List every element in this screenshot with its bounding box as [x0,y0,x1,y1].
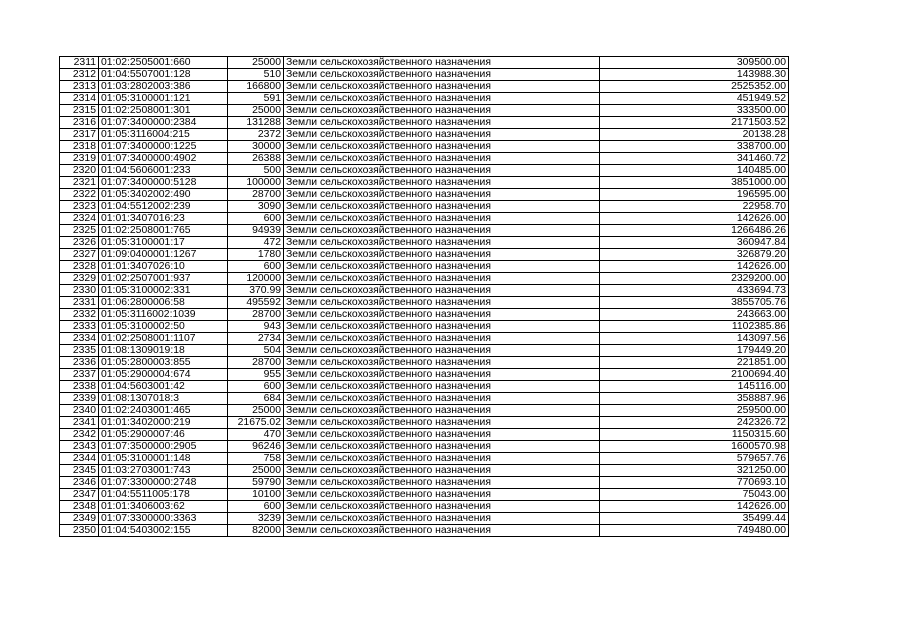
cadastral-value-cell: 259500.00 [600,405,789,417]
area-cell: 684 [228,393,284,405]
cadastral-number-cell: 01:08:1309019:18 [99,345,228,357]
row-number-cell: 2339 [60,393,99,405]
land-category-cell: Земли сельскохозяйственного назначения [284,453,600,465]
cadastral-value-cell: 2100694.40 [600,369,789,381]
cadastral-number-cell: 01:07:3400000:5128 [99,177,228,189]
area-cell: 25000 [228,465,284,477]
area-cell: 758 [228,453,284,465]
land-category-cell: Земли сельскохозяйственного назначения [284,489,600,501]
cadastral-number-cell: 01:02:2507001:937 [99,273,228,285]
row-number-cell: 2338 [60,381,99,393]
table-row [60,345,789,357]
area-cell: 166800 [228,81,284,93]
table-row [60,513,789,525]
cadastral-number-cell: 01:05:3100001:148 [99,453,228,465]
cadastral-value-cell: 145116.00 [600,381,789,393]
area-cell: 504 [228,345,284,357]
area-cell: 21675.02 [228,417,284,429]
table-row [60,201,789,213]
table-row [60,393,789,405]
cadastral-number-cell: 01:05:3116002:1039 [99,309,228,321]
cadastral-value-cell: 3855705.76 [600,297,789,309]
area-cell: 591 [228,93,284,105]
table-row [60,429,789,441]
table-row [60,321,789,333]
cadastral-value-cell: 20138.28 [600,129,789,141]
row-number-cell: 2335 [60,345,99,357]
cadastral-value-cell: 140485.00 [600,165,789,177]
table-row [60,93,789,105]
area-cell: 25000 [228,57,284,69]
row-number-cell: 2334 [60,333,99,345]
cadastral-value-cell: 35499.44 [600,513,789,525]
table-row [60,285,789,297]
table-row [60,177,789,189]
table-row [60,477,789,489]
row-number-cell: 2344 [60,453,99,465]
table-row [60,237,789,249]
cadastral-number-cell: 01:07:3400000:4902 [99,153,228,165]
row-number-cell: 2347 [60,489,99,501]
land-category-cell: Земли сельскохозяйственного назначения [284,93,600,105]
area-cell: 100000 [228,177,284,189]
table-row [60,105,789,117]
cadastral-value-cell: 142626.00 [600,501,789,513]
cadastral-number-cell: 01:07:3400000:1225 [99,141,228,153]
cadastral-value-cell: 360947.84 [600,237,789,249]
cadastral-number-cell: 01:05:2900004:674 [99,369,228,381]
table-row [60,57,789,69]
area-cell: 10100 [228,489,284,501]
row-number-cell: 2316 [60,117,99,129]
area-cell: 600 [228,213,284,225]
row-number-cell: 2319 [60,153,99,165]
cadastral-number-cell: 01:09:0400001:1267 [99,249,228,261]
land-category-cell: Земли сельскохозяйственного назначения [284,201,600,213]
area-cell: 26388 [228,153,284,165]
row-number-cell: 2337 [60,369,99,381]
cadastral-value-cell: 309500.00 [600,57,789,69]
cadastral-number-cell: 01:06:2800006:58 [99,297,228,309]
cadastral-number-cell: 01:05:3402002:490 [99,189,228,201]
row-number-cell: 2329 [60,273,99,285]
row-number-cell: 2333 [60,321,99,333]
row-number-cell: 2327 [60,249,99,261]
row-number-cell: 2349 [60,513,99,525]
row-number-cell: 2311 [60,57,99,69]
row-number-cell: 2312 [60,69,99,81]
table-row [60,117,789,129]
cadastral-value-cell: 75043.00 [600,489,789,501]
table-row [60,441,789,453]
row-number-cell: 2317 [60,129,99,141]
table-row [60,489,789,501]
cadastral-number-cell: 01:03:2703001:743 [99,465,228,477]
land-category-cell: Земли сельскохозяйственного назначения [284,189,600,201]
land-category-cell: Земли сельскохозяйственного назначения [284,381,600,393]
cadastral-value-cell: 1600570.98 [600,441,789,453]
table-row [60,225,789,237]
table-row [60,501,789,513]
table-row [60,141,789,153]
table-row [60,417,789,429]
cadastral-number-cell: 01:02:2403001:465 [99,405,228,417]
cadastral-number-cell: 01:04:5507001:128 [99,69,228,81]
land-category-cell: Земли сельскохозяйственного назначения [284,369,600,381]
row-number-cell: 2328 [60,261,99,273]
area-cell: 25000 [228,405,284,417]
row-number-cell: 2318 [60,141,99,153]
land-category-cell: Земли сельскохозяйственного назначения [284,345,600,357]
cadastral-number-cell: 01:04:5512002:239 [99,201,228,213]
cadastral-value-cell: 242326.72 [600,417,789,429]
cadastral-number-cell: 01:05:3100002:50 [99,321,228,333]
cadastral-value-cell: 143988.30 [600,69,789,81]
cadastral-value-cell: 143097.56 [600,333,789,345]
cadastral-value-cell: 221851.00 [600,357,789,369]
cadastral-number-cell: 01:05:2900007:46 [99,429,228,441]
row-number-cell: 2322 [60,189,99,201]
cadastral-number-cell: 01:04:5603001:42 [99,381,228,393]
row-number-cell: 2341 [60,417,99,429]
table-row [60,297,789,309]
cadastral-number-cell: 01:07:3500000:2905 [99,441,228,453]
cadastral-value-cell: 321250.00 [600,465,789,477]
land-category-cell: Земли сельскохозяйственного назначения [284,261,600,273]
row-number-cell: 2346 [60,477,99,489]
cadastral-value-cell: 338700.00 [600,141,789,153]
land-category-cell: Земли сельскохозяйственного назначения [284,177,600,189]
land-category-cell: Земли сельскохозяйственного назначения [284,165,600,177]
row-number-cell: 2336 [60,357,99,369]
cadastral-value-cell: 1102385.86 [600,321,789,333]
cadastral-value-cell: 451949.52 [600,93,789,105]
land-category-cell: Земли сельскохозяйственного назначения [284,249,600,261]
land-category-cell: Земли сельскохозяйственного назначения [284,225,600,237]
area-cell: 82000 [228,525,284,537]
cadastral-value-cell: 196595.00 [600,189,789,201]
cadastral-number-cell: 01:01:3402000:219 [99,417,228,429]
land-category-cell: Земли сельскохозяйственного назначения [284,309,600,321]
land-category-cell: Земли сельскохозяйственного назначения [284,153,600,165]
land-category-cell: Земли сельскохозяйственного назначения [284,321,600,333]
table-row [60,189,789,201]
table-row [60,213,789,225]
cadastral-number-cell: 01:05:2800003:855 [99,357,228,369]
land-category-cell: Земли сельскохозяйственного назначения [284,129,600,141]
cadastral-number-cell: 01:01:3407016:23 [99,213,228,225]
cadastral-value-cell: 579657.76 [600,453,789,465]
cadastral-number-cell: 01:01:3407026:10 [99,261,228,273]
area-cell: 28700 [228,309,284,321]
area-cell: 28700 [228,357,284,369]
cadastral-number-cell: 01:07:3300000:3363 [99,513,228,525]
row-number-cell: 2326 [60,237,99,249]
cadastral-number-cell: 01:02:2505001:660 [99,57,228,69]
cadastral-number-cell: 01:07:3400000:2384 [99,117,228,129]
table-row [60,153,789,165]
cadastral-value-cell: 1266486.26 [600,225,789,237]
cadastral-value-cell: 770693.10 [600,477,789,489]
area-cell: 59790 [228,477,284,489]
table-row [60,129,789,141]
row-number-cell: 2340 [60,405,99,417]
row-number-cell: 2345 [60,465,99,477]
row-number-cell: 2323 [60,201,99,213]
area-cell: 2372 [228,129,284,141]
cadastral-number-cell: 01:02:2508001:301 [99,105,228,117]
row-number-cell: 2331 [60,297,99,309]
land-category-cell: Земли сельскохозяйственного назначения [284,357,600,369]
row-number-cell: 2348 [60,501,99,513]
area-cell: 131288 [228,117,284,129]
area-cell: 1780 [228,249,284,261]
cadastral-value-cell: 358887.96 [600,393,789,405]
area-cell: 3239 [228,513,284,525]
area-cell: 510 [228,69,284,81]
area-cell: 600 [228,381,284,393]
land-category-cell: Земли сельскохозяйственного назначения [284,105,600,117]
land-category-cell: Земли сельскохозяйственного назначения [284,465,600,477]
cadastral-value-cell: 243663.00 [600,309,789,321]
cadastral-value-cell: 179449.20 [600,345,789,357]
table-row [60,69,789,81]
table-row [60,405,789,417]
row-number-cell: 2332 [60,309,99,321]
area-cell: 96246 [228,441,284,453]
cadastral-value-cell: 2171503.52 [600,117,789,129]
area-cell: 472 [228,237,284,249]
cadastral-number-cell: 01:05:3100001:17 [99,237,228,249]
land-category-cell: Земли сельскохозяйственного назначения [284,81,600,93]
cadastral-value-cell: 142626.00 [600,213,789,225]
row-number-cell: 2324 [60,213,99,225]
row-number-cell: 2314 [60,93,99,105]
area-cell: 94939 [228,225,284,237]
land-category-cell: Земли сельскохозяйственного назначения [284,141,600,153]
row-number-cell: 2325 [60,225,99,237]
land-category-cell: Земли сельскохозяйственного назначения [284,333,600,345]
cadastral-number-cell: 01:04:5511005:178 [99,489,228,501]
land-category-cell: Земли сельскохозяйственного назначения [284,501,600,513]
land-category-cell: Земли сельскохозяйственного назначения [284,477,600,489]
table-body [60,57,789,537]
row-number-cell: 2343 [60,441,99,453]
cadastral-value-cell: 1150315.60 [600,429,789,441]
land-category-cell: Земли сельскохозяйственного назначения [284,237,600,249]
cadastral-value-cell: 333500.00 [600,105,789,117]
area-cell: 600 [228,261,284,273]
land-category-cell: Земли сельскохозяйственного назначения [284,525,600,537]
cadastral-number-cell: 01:02:2508001:1107 [99,333,228,345]
row-number-cell: 2320 [60,165,99,177]
area-cell: 943 [228,321,284,333]
cadastral-value-cell: 142626.00 [600,261,789,273]
land-category-cell: Земли сельскохозяйственного назначения [284,429,600,441]
cadastral-number-cell: 01:01:3406003:62 [99,501,228,513]
cadastral-value-cell: 2329200.00 [600,273,789,285]
land-parcels-table [59,56,789,537]
area-cell: 120000 [228,273,284,285]
land-category-cell: Земли сельскохозяйственного назначения [284,393,600,405]
area-cell: 3090 [228,201,284,213]
land-category-cell: Земли сельскохозяйственного назначения [284,285,600,297]
land-category-cell: Земли сельскохозяйственного назначения [284,417,600,429]
row-number-cell: 2350 [60,525,99,537]
area-cell: 370.99 [228,285,284,297]
table-row [60,453,789,465]
table-row [60,165,789,177]
row-number-cell: 2342 [60,429,99,441]
area-cell: 2734 [228,333,284,345]
cadastral-value-cell: 326879.20 [600,249,789,261]
cadastral-number-cell: 01:05:3116004:215 [99,129,228,141]
cadastral-number-cell: 01:05:3100001:121 [99,93,228,105]
table-row [60,369,789,381]
land-category-cell: Земли сельскохозяйственного назначения [284,273,600,285]
land-category-cell: Земли сельскохозяйственного назначения [284,57,600,69]
area-cell: 955 [228,369,284,381]
land-category-cell: Земли сельскохозяйственного назначения [284,513,600,525]
table-row [60,525,789,537]
cadastral-value-cell: 3851000.00 [600,177,789,189]
cadastral-value-cell: 433694.73 [600,285,789,297]
table-row [60,381,789,393]
table-row [60,357,789,369]
cadastral-number-cell: 01:04:5606001:233 [99,165,228,177]
table-row [60,273,789,285]
cadastral-number-cell: 01:02:2508001:765 [99,225,228,237]
table-row [60,249,789,261]
cadastral-number-cell: 01:07:3300000:2748 [99,477,228,489]
cadastral-value-cell: 749480.00 [600,525,789,537]
land-category-cell: Земли сельскохозяйственного назначения [284,405,600,417]
row-number-cell: 2313 [60,81,99,93]
row-number-cell: 2315 [60,105,99,117]
cadastral-number-cell: 01:03:2802003:386 [99,81,228,93]
cadastral-value-cell: 22958.70 [600,201,789,213]
cadastral-value-cell: 341460.72 [600,153,789,165]
area-cell: 25000 [228,105,284,117]
cadastral-number-cell: 01:04:5403002:155 [99,525,228,537]
area-cell: 30000 [228,141,284,153]
land-category-cell: Земли сельскохозяйственного назначения [284,297,600,309]
table-row [60,333,789,345]
cadastral-value-cell: 2525352.00 [600,81,789,93]
land-category-cell: Земли сельскохозяйственного назначения [284,213,600,225]
table-row [60,465,789,477]
area-cell: 470 [228,429,284,441]
land-category-cell: Земли сельскохозяйственного назначения [284,69,600,81]
cadastral-number-cell: 01:08:1307018:3 [99,393,228,405]
row-number-cell: 2321 [60,177,99,189]
land-category-cell: Земли сельскохозяйственного назначения [284,117,600,129]
land-category-cell: Земли сельскохозяйственного назначения [284,441,600,453]
table-row [60,261,789,273]
area-cell: 600 [228,501,284,513]
table-row [60,81,789,93]
area-cell: 500 [228,165,284,177]
area-cell: 495592 [228,297,284,309]
area-cell: 28700 [228,189,284,201]
row-number-cell: 2330 [60,285,99,297]
table-row [60,309,789,321]
cadastral-number-cell: 01:05:3100002:331 [99,285,228,297]
